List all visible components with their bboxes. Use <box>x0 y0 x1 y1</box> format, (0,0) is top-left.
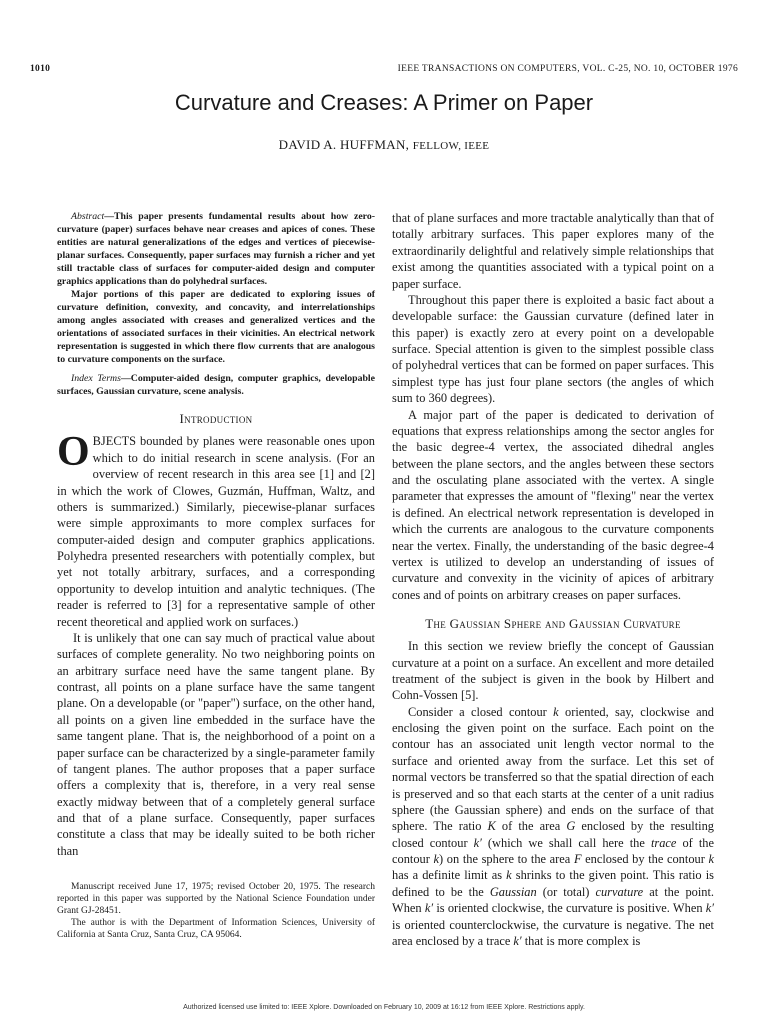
right-paragraph-3: A major part of the paper is dedicated to derivation of equations that express relationships among the sector angles for the basic degree-4 vertex, the associated dihedral angles between the plane sectors, and the angles between these sectors and the osculating plane associated with the vertex. A single parameter that expresses the amount of "flexing" near the vertex is defined. An electrical network representation is developed in which the currents are analogous to the curvature components near the vertex. Finally, the understanding of the basic degree-4 vertex is utilized to develop an understanding of issues of curvature and convexity in the vicinity of apices of arbitrary cones and of points on arbitrary creases on paper surfaces. <box>392 407 714 602</box>
author-name: DAVID A. HUFFMAN, <box>278 137 410 152</box>
author-line <box>0 137 768 153</box>
authorization-notice: Authorized licensed use limited to: IEEE Xplore. Downloaded on February 10, 2009 at 16:12 from IEEE Xplore. Restrictions apply. <box>183 1004 585 1011</box>
left-column <box>57 210 375 859</box>
abstract-paragraph-2: Major portions of this paper are dedicated to exploring issues of curvature definition, convexity, and concavity, and interrelationships among angles associated with creases and generalized vertices and the orientations of associated surfaces in their vicinities. An electrical network representation is suggested in which there flow currents that are analogous to curvature components on the surface. <box>57 289 375 366</box>
footnote-affiliation: The author is with the Department of Information Sciences, University of California at Santa Cruz, Santa Cruz, CA 95064. <box>57 917 375 940</box>
introduction-heading: Introduction <box>179 411 253 427</box>
gaussian-paragraph-1: In this section we review briefly the concept of Gaussian curvature at a point on a surface. An excellent and more detailed treatment of the subject is given in the book by Hilbert and Cohn-Vossen [5]. <box>392 639 714 703</box>
gaussian-paragraph-2: Consider a closed contour k oriented, say, clockwise and enclosing the given point on the surface. Each point on the contour has an associated unit length vector normal to the surface and oriented away from the surface. Let this set of normal vectors be transferred so that the spatial direction of each is preserved and so that each starts at the center of a unit radius sphere (the Gaussian sphere) and ends on the surface of that sphere. The ratio K of the area G enclosed by the resulting closed contour k′ (which we shall call here the trace of the contour k) on the sphere to the area F enclosed by the contour k has a definite limit as k shrinks to the given point. This ratio is defined to be the Gaussian (or total) curvature at the point. When k′ is oriented clockwise, the curvature is positive. When k′ is oriented counterclockwise, the curvature is negative. The net area enclosed by a trace k′ that is more complex is <box>392 704 715 948</box>
gaussian-section-heading: The Gaussian Sphere and Gaussian Curvature <box>425 616 681 631</box>
abstract-lead: Abstract <box>71 211 105 222</box>
abstract-paragraph-1: Abstract—This paper presents fundamental results about how zero-curvature (paper) surfaces behave near creases and apices of cones. These entities are natural generalizations of the edges and vertices of piecewise-planar surfaces. Consequently, paper surfaces may furnish a richer and yet still tractable class of surfaces for computer-aided design and computer graphics applications than do polyhedral surfaces. <box>57 211 375 288</box>
footnote-manuscript: Manuscript received June 17, 1975; revised October 20, 1975. The research reported in this paper was supported by the National Science Foundation under Grant GJ-28451. <box>57 882 375 916</box>
index-terms: Index Terms—Computer-aided design, computer graphics, developable surfaces, Gaussian curvature, scene analysis. <box>57 373 375 398</box>
index-terms-lead: Index Terms <box>71 373 121 385</box>
paper-title: Curvature and Creases: A Primer on Paper <box>174 90 594 115</box>
drop-cap: O <box>57 429 90 476</box>
page-number: 1010 <box>30 64 51 74</box>
abstract <box>57 210 375 398</box>
intro-paragraph-1: OBJECTS bounded by planes were reasonable ones upon which to do initial research in scene analysis. (For an overview of recent research in this area see [1] and [2] in which the work of Clowes, Guzmán, Huffman, Waltz, and others is summarized.) Similarly, piecewise-planar surfaces were simple approximants to more complex surfaces for computer-aided design and computer graphics applications. Polyhedra presented researchers with potentially complex, but yet not totally arbitrary, surfaces, and a corresponding opportunity to develop intuition and analytic techniques. (The reader is referred to [3] for a representative sample of other recent theoretical and applied work on surfaces.) <box>57 429 375 629</box>
journal-citation: IEEE TRANSACTIONS ON COMPUTERS, VOL. C-25, NO. 10, OCTOBER 1976 <box>397 64 738 74</box>
right-column <box>392 210 714 949</box>
intro-paragraph-2: It is unlikely that one can say much of practical value about surfaces of complete generality. No two neighboring points on an arbitrary surface need have the same tangent plane. By contrast, all points on a plane surface have the same tangent plane. On a developable (or "paper") surface, on the other hand, all points on a given line embedded in the surface have the same tangent plane. That is, the neighborhood of a point on a paper surface can be characterized by a single-parameter family of tangent planes. The author proposes that a paper surface offers a complexity that is, therefore, in a very real sense exactly midway between that of a completely general surface and that of a plane surface. Consequently, paper surfaces constitute a class that may be ideally suited to be both richer than <box>57 630 375 858</box>
running-header <box>30 64 738 74</box>
author-title: FELLOW, IEEE <box>412 140 490 152</box>
continued-paragraph: that of plane surfaces and more tractable analytically than that of totally arbitrary surfaces. This paper explores many of the extraordinarily delightful and relatively simple relationships that exist among the quantities associated with a typical point on a paper surface. <box>392 211 714 291</box>
right-paragraph-2: Throughout this paper there is exploited a basic fact about a developable surface: the Gaussian curvature (defined later in this paper) is exactly zero at every point on a developable surface. Special attention is given to the simplest possible class of polyhedral vertices that can be formed on paper surfaces. This simplest type has just four plane sectors (the angles of which sum to 360 degrees). <box>392 292 714 406</box>
footnote <box>57 882 375 941</box>
